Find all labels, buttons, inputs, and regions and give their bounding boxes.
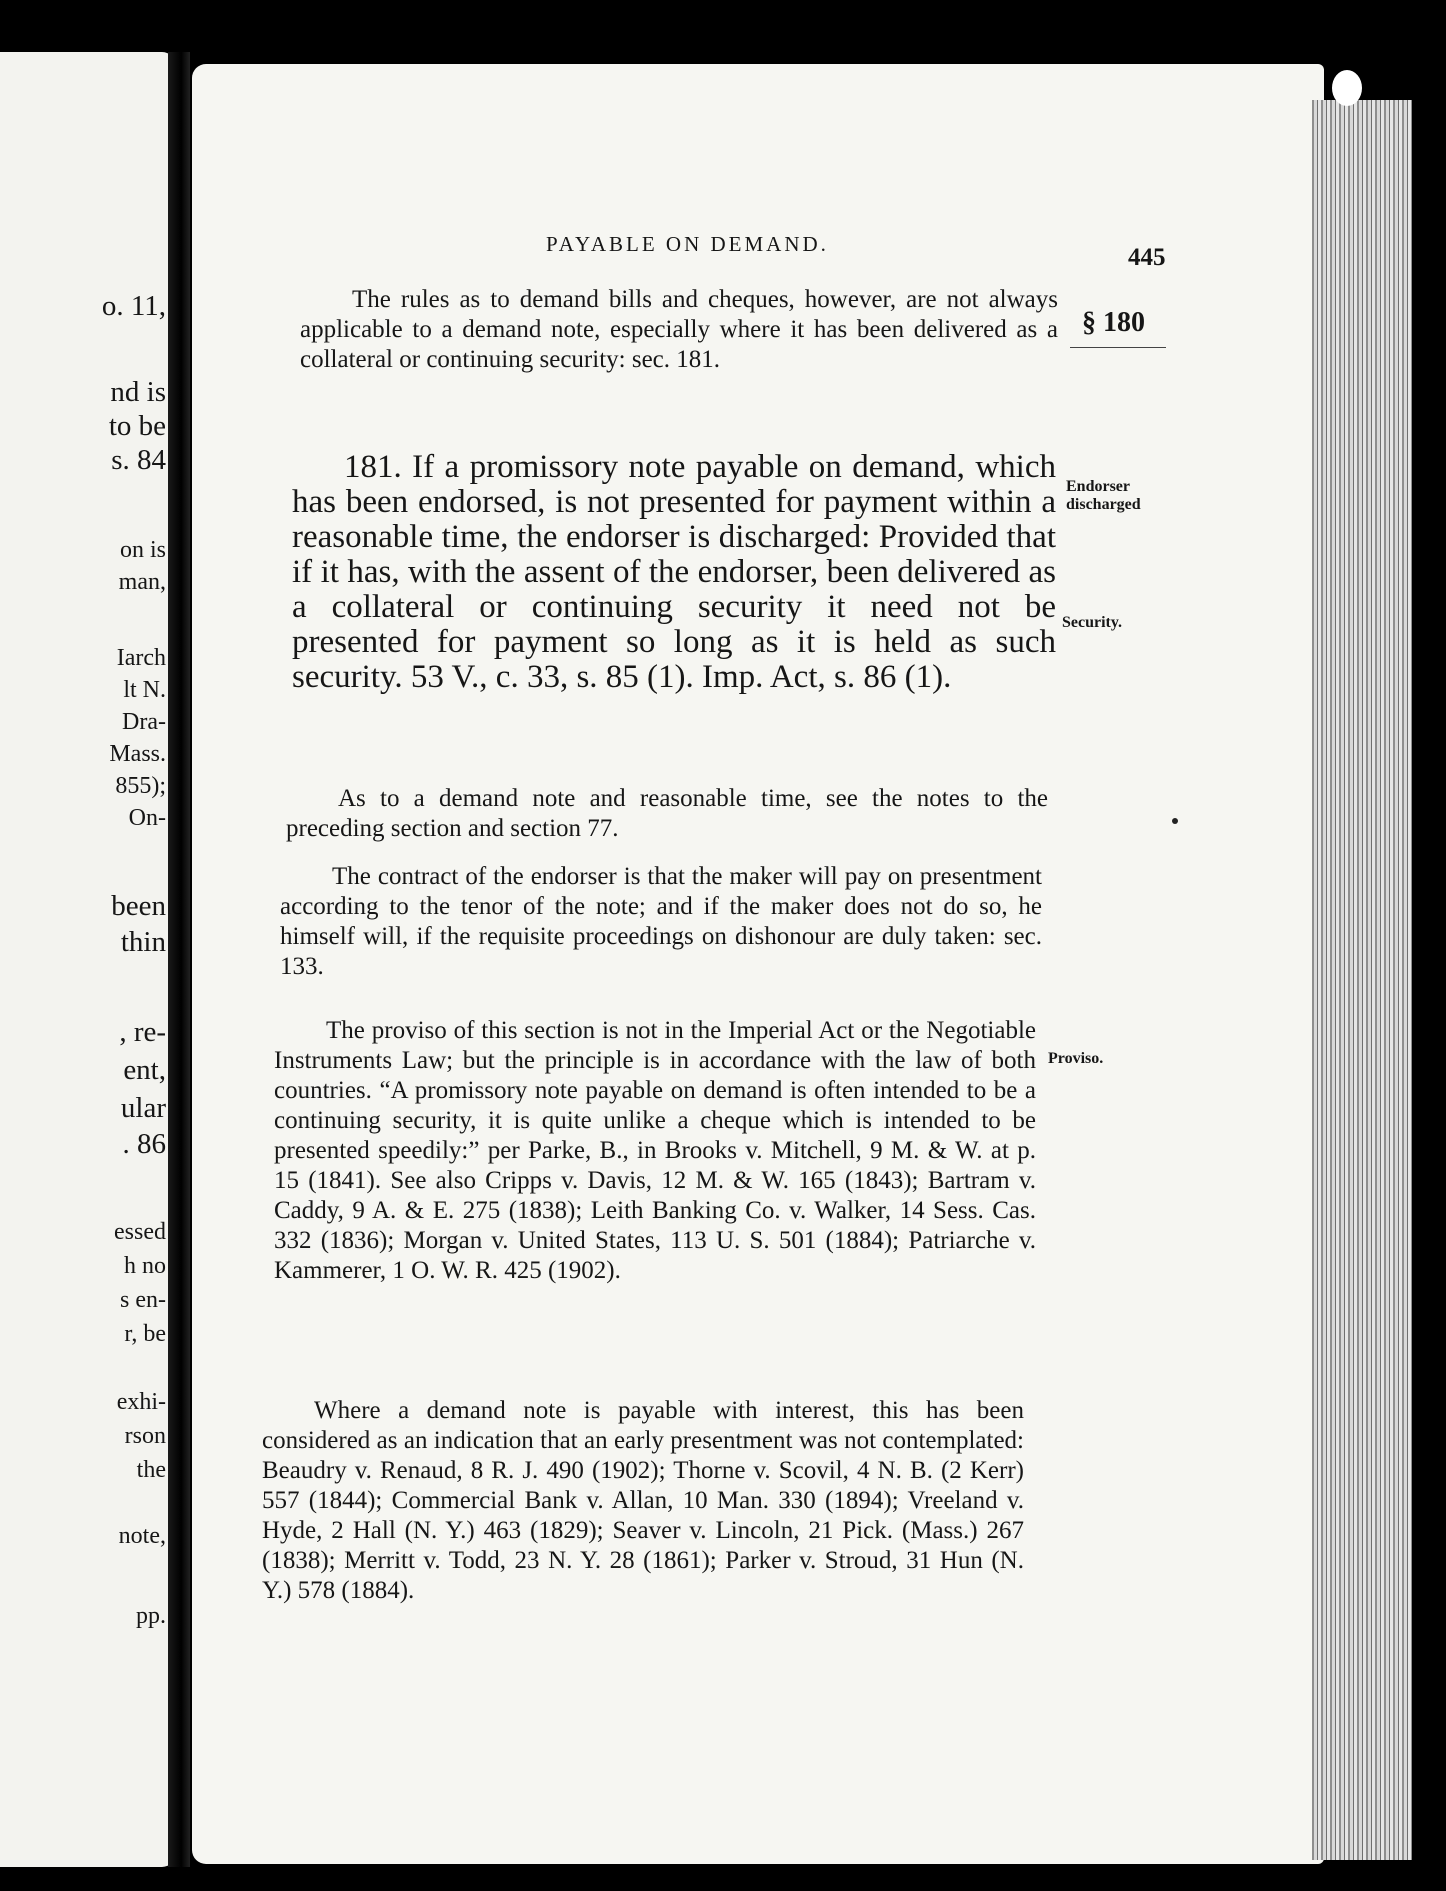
left-fragment: s. 84 xyxy=(111,444,166,476)
left-fragment: exhi- xyxy=(116,1389,166,1415)
left-fragment: h no xyxy=(124,1253,166,1279)
left-fragment: , re- xyxy=(119,1016,166,1048)
margin-note-security: Security. xyxy=(1062,614,1122,631)
left-fragment: man, xyxy=(118,569,166,595)
left-fragment: the xyxy=(136,1457,166,1483)
note-paragraph-2: The contract of the endorser is that the maker will pay on presentment according to the tenor of the note; and if the maker does not do so, he himself will, if the requisite proceedings on dishonour are duly taken: sec. 133. xyxy=(280,863,1042,980)
page-stack-edge xyxy=(1312,100,1412,1860)
section-181-paragraph: 181. If a promissory note payable on demand, which has been endorsed, is not presented for payment within a reasonable time, the endorser is discharged: Provided that if it has, with the assent of the endorser, been delivered as a collateral or continuing security it need not be presented for payment so long as it is held as such security. 53 V., c. 33, s. 85 (1). Imp. Act, s. 86 (1). xyxy=(292,449,1056,695)
left-fragment: been xyxy=(111,890,166,922)
margin-dot xyxy=(1172,818,1178,824)
left-fragment: thin xyxy=(120,926,166,958)
left-fragment: o. 11, xyxy=(101,290,166,322)
left-fragment: note, xyxy=(118,1523,166,1549)
section-rule-divider xyxy=(1070,347,1166,348)
note-paragraph-3: The proviso of this section is not in the Imperial Act or the Negotiable Instruments Law; but the principle is in accordance with the law of both countries. “A promissory note payable on demand is often intended to be a continuing security, it is quite unlike a cheque which is intended to be presented speedily:” per Parke, B., in Brooks v. Mitchell, 9 M. & W. at p. 15 (1841). See also Cripps v. Davis, 12 M. & W. 165 (1843); Bartram v. Caddy, 9 A. & E. 275 (1838); Leith Banking Co. v. Walker, 14 Sess. Cas. 332 (1836); Morgan v. United States, 113 U. S. 501 (1884); Patriarche v. Kammerer, 1 O. W. R. 425 (1902). xyxy=(274,1017,1036,1284)
left-fragment: essed xyxy=(114,1219,166,1245)
left-fragment: s en- xyxy=(120,1287,166,1313)
left-fragment: nd is xyxy=(110,376,166,408)
left-fragment: r, be xyxy=(124,1321,166,1347)
book-spine-shadow xyxy=(168,52,190,1867)
margin-note-proviso: Proviso. xyxy=(1048,1050,1104,1067)
left-fragment: 855); xyxy=(115,773,166,799)
left-fragment: ent, xyxy=(123,1054,166,1086)
binding-hole xyxy=(1332,70,1362,106)
left-fragment: Iarch xyxy=(116,645,166,671)
running-head: PAYABLE ON DEMAND. xyxy=(546,232,829,256)
left-fragment: ular xyxy=(120,1092,166,1124)
note-paragraph-1: As to a demand note and reasonable time, see the notes to the preceding section and section 77. xyxy=(286,785,1048,842)
left-fragment: . 86 xyxy=(122,1128,166,1160)
left-fragment: pp. xyxy=(136,1603,166,1629)
left-facing-page xyxy=(0,52,176,1867)
margin-note-endorser-discharged: Endorser discharged xyxy=(1066,478,1141,513)
section-reference: § 180 xyxy=(1082,307,1145,338)
left-fragment: lt N. xyxy=(123,677,166,703)
left-fragment: On- xyxy=(128,805,166,831)
left-fragment: on is xyxy=(119,537,166,563)
page-number: 445 xyxy=(1128,244,1166,271)
left-fragment: Dra- xyxy=(122,709,166,735)
left-fragment: Mass. xyxy=(109,741,166,767)
left-fragment: to be xyxy=(108,410,166,442)
intro-paragraph: The rules as to demand bills and cheques, however, are not always applicable to a demand note, especially where it has been delivered as a collateral or continuing security: sec. 181. xyxy=(300,286,1058,373)
note-paragraph-4: Where a demand note is payable with interest, this has been considered as an indication that an early presentment was not contemplated: Beaudry v. Renaud, 8 R. J. 490 (1902); Thorne v. Scovil, 4 N. B. (2 Kerr) 557 (1844); Commercial Bank v. Allan, 10 Man. 330 (1894); Vreeland v. Hyde, 2 Hall (N. Y.) 463 (1829); Seaver v. Lincoln, 21 Pick. (Mass.) 267 (1838); Merritt v. Todd, 23 N. Y. 28 (1861); Parker v. Stroud, 31 Hun (N. Y.) 578 (1884). xyxy=(262,1397,1024,1604)
left-fragment: rson xyxy=(124,1423,166,1449)
